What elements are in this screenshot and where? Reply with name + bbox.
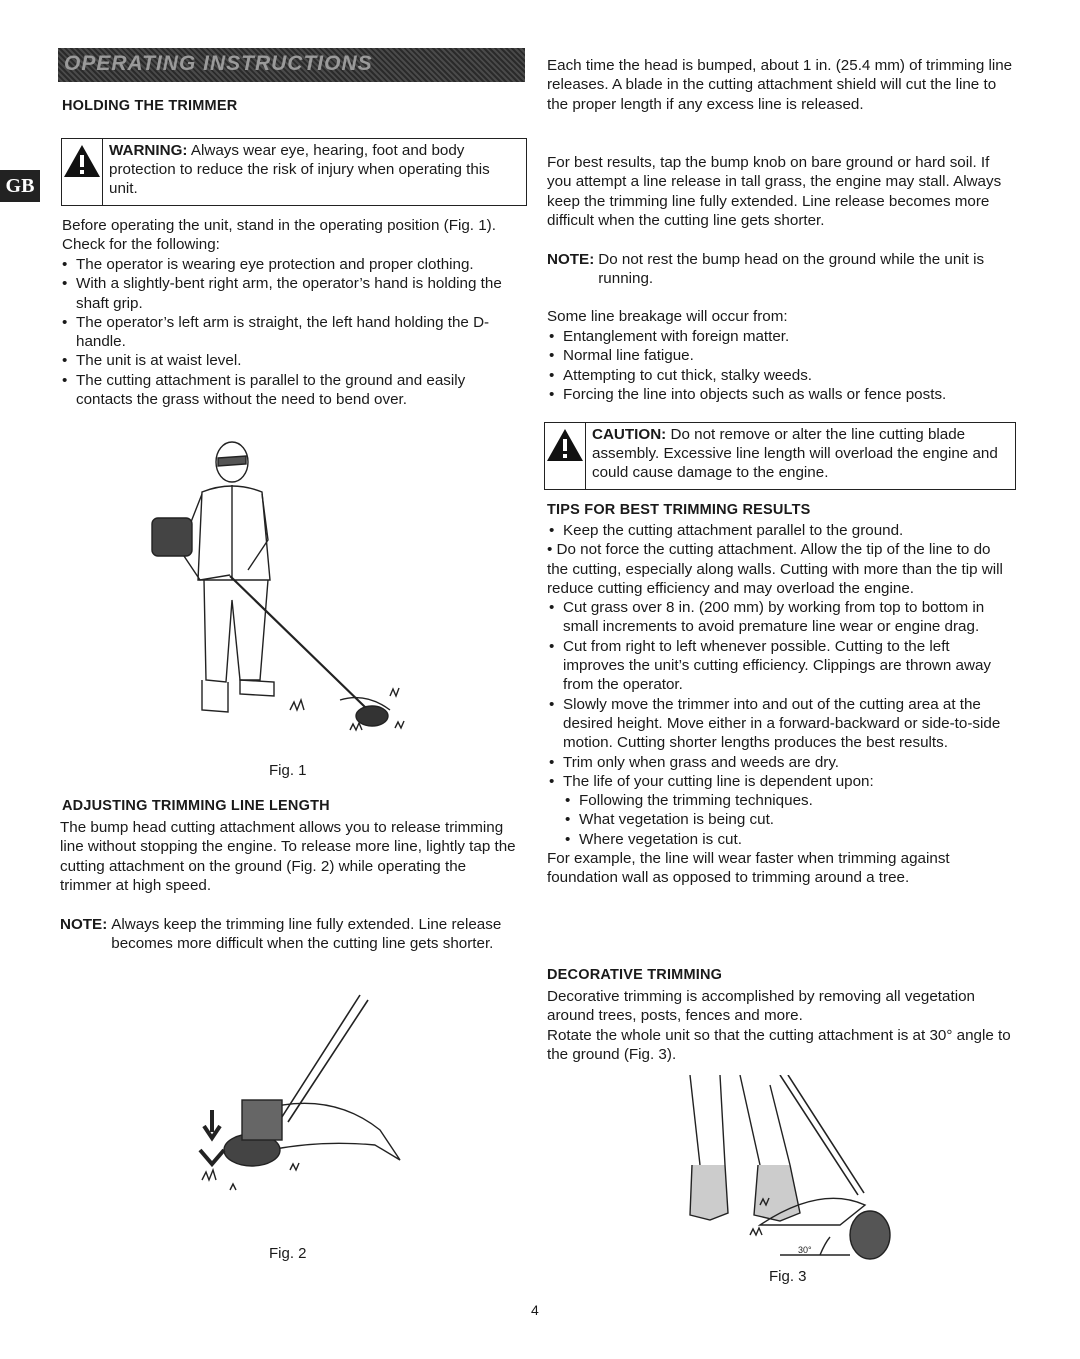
warning-icon-cell: [62, 139, 103, 205]
caution-label: CAUTION:: [592, 426, 667, 443]
warning-label: WARNING:: [109, 142, 188, 159]
list-item: • Attempting to cut thick, stalky weeds.: [547, 366, 1012, 385]
decorative-p1: Decorative trimming is accomplished by removing all vegetation around trees, posts, fences and more.: [547, 988, 975, 1025]
list-item: • Where vegetation is cut.: [547, 830, 1012, 849]
warning-text: [103, 139, 526, 205]
adjusting-heading: ADJUSTING TRIMMING LINE LENGTH: [62, 798, 330, 814]
figure-1-caption: Fig. 1: [269, 762, 307, 779]
list-item: • Slowly move the trimmer into and out of the cutting area at the desired height. Move either in a forward-backward or side-to-side motion. Cutting shorter lengths produces the best results.: [547, 695, 1012, 753]
list-item: • Following the trimming techniques.: [547, 791, 1012, 810]
figure-3-decorative-trimming-illustration: [680, 1075, 910, 1275]
caution-icon-cell: [545, 423, 586, 489]
note-label: NOTE:: [60, 916, 108, 933]
angle-label: 30°: [798, 1245, 812, 1255]
warning-triangle-icon: [62, 143, 102, 179]
list-item: • Trim only when grass and weeds are dry.: [547, 753, 1012, 772]
decorative-heading: DECORATIVE TRIMMING: [547, 967, 723, 983]
tips-section: [547, 521, 1012, 888]
list-item: • The cutting attachment is parallel to the ground and easily contacts the grass without the need to bend over.: [60, 371, 515, 410]
page-number: 4: [531, 1302, 539, 1318]
list-item: • What vegetation is being cut.: [547, 810, 1012, 829]
holding-heading: HOLDING THE TRIMMER: [62, 98, 238, 114]
breakage-intro: Some line breakage will occur from:: [547, 308, 788, 325]
note-text: Always keep the trimming line fully extended. Line release becomes more difficult when the cutting line gets shorter.: [111, 916, 502, 953]
warning-body: Always wear eye, hearing, foot and body protection to reduce the risk of injury when operating this unit.: [109, 142, 490, 197]
list-item: • Normal line fatigue.: [547, 346, 1012, 365]
decorative-p2: Rotate the whole unit so that the cutting attachment is at 30° angle to the ground (Fig. 3).: [547, 1027, 1011, 1064]
list-item: • Entanglement with foreign matter.: [547, 327, 1012, 346]
note-label: NOTE:: [547, 251, 595, 268]
bump-release-paragraph: Each time the head is bumped, about 1 in. (25.4 mm) of trimming line releases. A blade in the cutting attachment shield will cut the line to the proper length if any excess line is released.: [547, 57, 1013, 113]
warning-triangle-icon: [545, 427, 585, 463]
tips-heading: TIPS FOR BEST TRIMMING RESULTS: [547, 502, 811, 518]
caution-text: [586, 423, 1015, 489]
list-item: • Keep the cutting attachment parallel to the ground.: [547, 521, 1012, 540]
figure-2-bump-head-illustration: [190, 990, 410, 1220]
best-results-paragraph: For best results, tap the bump knob on bare ground or hard soil. If you attempt a line release in tall grass, the engine may stall. Always keep the trimming line fully extended. Line release becomes more difficult when the cutting line gets shorter.: [547, 154, 1002, 229]
breakage-list: [547, 327, 1012, 404]
figure-3-caption: Fig. 3: [769, 1268, 807, 1285]
list-item: • With a slightly-bent right arm, the operator’s hand is holding the shaft grip.: [60, 274, 515, 313]
adjusting-body: The bump head cutting attachment allows you to release trimming line without stopping the engine. To release more line, lightly tap the cutting attachment on the ground (Fig. 2) while operating the trimmer at high speed.: [60, 819, 516, 894]
list-item: • The unit is at waist level.: [60, 351, 515, 370]
holding-checklist: [60, 255, 515, 409]
list-item: • Forcing the line into objects such as walls or fence posts.: [547, 385, 1012, 404]
tips-example: For example, the line will wear faster when trimming against foundation wall as opposed to trimming around a tree.: [547, 850, 950, 887]
adjusting-note: [60, 915, 515, 954]
section-title: OPERATING INSTRUCTIONS: [64, 52, 373, 75]
caution-body: Do not remove or alter the line cutting blade assembly. Excessive line length will overload the engine and could cause damage to the engine.: [592, 426, 998, 481]
language-tab: GB: [0, 170, 40, 202]
section-header-bar: [58, 48, 525, 82]
list-item: • The operator’s left arm is straight, the left hand holding the D-handle.: [60, 313, 515, 352]
list-item: • Cut from right to left whenever possible. Cutting to the left improves the unit’s cutting efficiency. Clippings are thrown away from the operator.: [547, 637, 1012, 695]
list-item: • The operator is wearing eye protection and proper clothing.: [60, 255, 515, 274]
holding-intro: Before operating the unit, stand in the operating position (Fig. 1). Check for the following:: [62, 217, 496, 254]
tips-item-force: • Do not force the cutting attachment. Allow the tip of the line to do the cutting, especially along walls. Cutting with more than the tip will reduce cutting efficiency and may overload the engine.: [547, 541, 1003, 597]
figure-2-caption: Fig. 2: [269, 1245, 307, 1262]
bump-head-note: [547, 250, 1012, 289]
list-item: • Cut grass over 8 in. (200 mm) by working from top to bottom in small increments to avoid premature line wear or engine drag.: [547, 598, 1012, 637]
list-item: • The life of your cutting line is dependent upon:: [547, 772, 1012, 791]
warning-box: [61, 138, 527, 206]
figure-1-operator-illustration: [140, 430, 420, 750]
note-text: Do not rest the bump head on the ground while the unit is running.: [598, 251, 985, 288]
caution-box: [544, 422, 1016, 490]
